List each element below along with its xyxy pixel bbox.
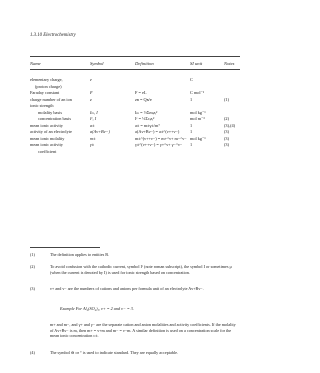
row-symbol: a± — [90, 122, 95, 128]
row-unit: 1 — [190, 129, 193, 134]
row-symbol: Iₘ, I — [90, 109, 98, 115]
header-symbol: Symbol — [90, 61, 104, 66]
footnote-text: The definition applies to entities B. — [50, 252, 110, 257]
row-unit: C mol⁻¹ — [190, 90, 205, 95]
header-notes: Notes — [224, 61, 235, 66]
table-header-rule — [30, 69, 240, 70]
footnote-separator — [30, 247, 100, 248]
row-name: mean ionic activity — [30, 142, 63, 147]
row-name: concentration basis — [38, 116, 72, 121]
row-note: (3) — [224, 135, 230, 141]
row-name: mean ionic activity — [30, 122, 63, 128]
footnote-example: Example For Al₂(SO₄)₃, ν+ = 2 and ν− = 3. — [60, 306, 134, 311]
row-unit: mol kg⁻¹ — [190, 135, 206, 141]
row-definition: m±^(ν++ν−) = m+^ν+ m−^ν− — [135, 135, 187, 141]
row-unit: mol kg⁻¹ — [190, 109, 206, 115]
footnote-number: (3) — [30, 286, 35, 291]
header-definition: Definition — [135, 61, 154, 66]
row-name: ionic strength — [30, 103, 54, 108]
footnote-number: (1) — [30, 252, 35, 257]
row-definition: γ±^(ν++ν−) = γ+^ν+ γ−^ν− — [135, 142, 183, 147]
row-name: mean ionic molality — [30, 135, 65, 141]
row-symbol: F — [90, 90, 93, 95]
row-name: Faraday constant — [30, 90, 60, 95]
footnote-number: (4) — [30, 350, 35, 355]
table-top-rule — [30, 56, 240, 57]
row-note: (3) — [224, 142, 230, 147]
row-note: (2) — [224, 116, 230, 121]
row-unit: 1 — [190, 122, 193, 128]
table-row — [30, 149, 242, 156]
row-name: elementary charge, — [30, 77, 63, 82]
row-symbol: m± — [90, 135, 96, 141]
row-unit: 1 — [190, 96, 193, 102]
row-definition: Iₘ = ½Σmᵢzᵢ² — [135, 109, 158, 115]
row-unit: C — [190, 77, 193, 82]
row-note: (3) — [224, 129, 230, 134]
header-si-unit: SI unit — [190, 61, 203, 66]
row-name: molality basis — [38, 109, 62, 115]
row-note: (3),(4) — [224, 122, 236, 128]
row-symbol: e — [90, 77, 92, 82]
footnote-number: (2) — [30, 264, 35, 269]
row-definition: Iᶜ = ½Σcᵢzᵢ² — [135, 116, 155, 121]
row-name: charge number of an ion — [30, 96, 72, 102]
row-definition: zʙ = Qʙ/e — [135, 96, 152, 102]
row-definition: a(Aν+Bν−) = a±^(ν++ν−) — [135, 129, 180, 134]
row-name: (proton charge) — [35, 83, 62, 89]
header-name: Name — [30, 61, 41, 66]
row-symbol: a(Aν+Bν−) — [90, 129, 110, 134]
row-definition: F = eL — [135, 90, 147, 95]
row-name: coefficient — [38, 148, 57, 154]
footnote-text: The symbol ⊖ or ° is used to indicate standard. They are equally acceptable. — [50, 350, 179, 355]
section-title: 1.3.10 Electrochemistry — [30, 33, 76, 38]
footnote-text: ν+ and ν− are the numbers of cations and anions per formula unit of an electrolyte Aν+Bν−. — [50, 286, 204, 291]
footnote-text: m+ and m−, and γ+ and γ− are the separate cation and anion molalities and activity coefficients. If the molality of Aν+Bν− is m, then m+ = ν+m and m− = ν−m. A similar definition is used on a concentration scale for the mean ionic concentration c±. — [50, 322, 236, 339]
row-unit: 1 — [190, 142, 193, 147]
row-note: (1) — [224, 96, 230, 102]
row-symbol: γ± — [90, 142, 95, 147]
row-symbol: z — [90, 96, 92, 102]
row-definition: a± = m±γ±/m° — [135, 122, 161, 128]
row-symbol: Iᶜ, I — [90, 116, 97, 121]
row-unit: mol m⁻³ — [190, 116, 205, 121]
footnote-text: To avoid confusion with the cathodic current, symbol Iᶜ (note roman subscript), the symbol I or sometimes μ (when the current is denoted by I) is used for ionic strength based on concentration. — [50, 264, 232, 275]
row-name: activity of an electrolyte — [30, 129, 72, 134]
